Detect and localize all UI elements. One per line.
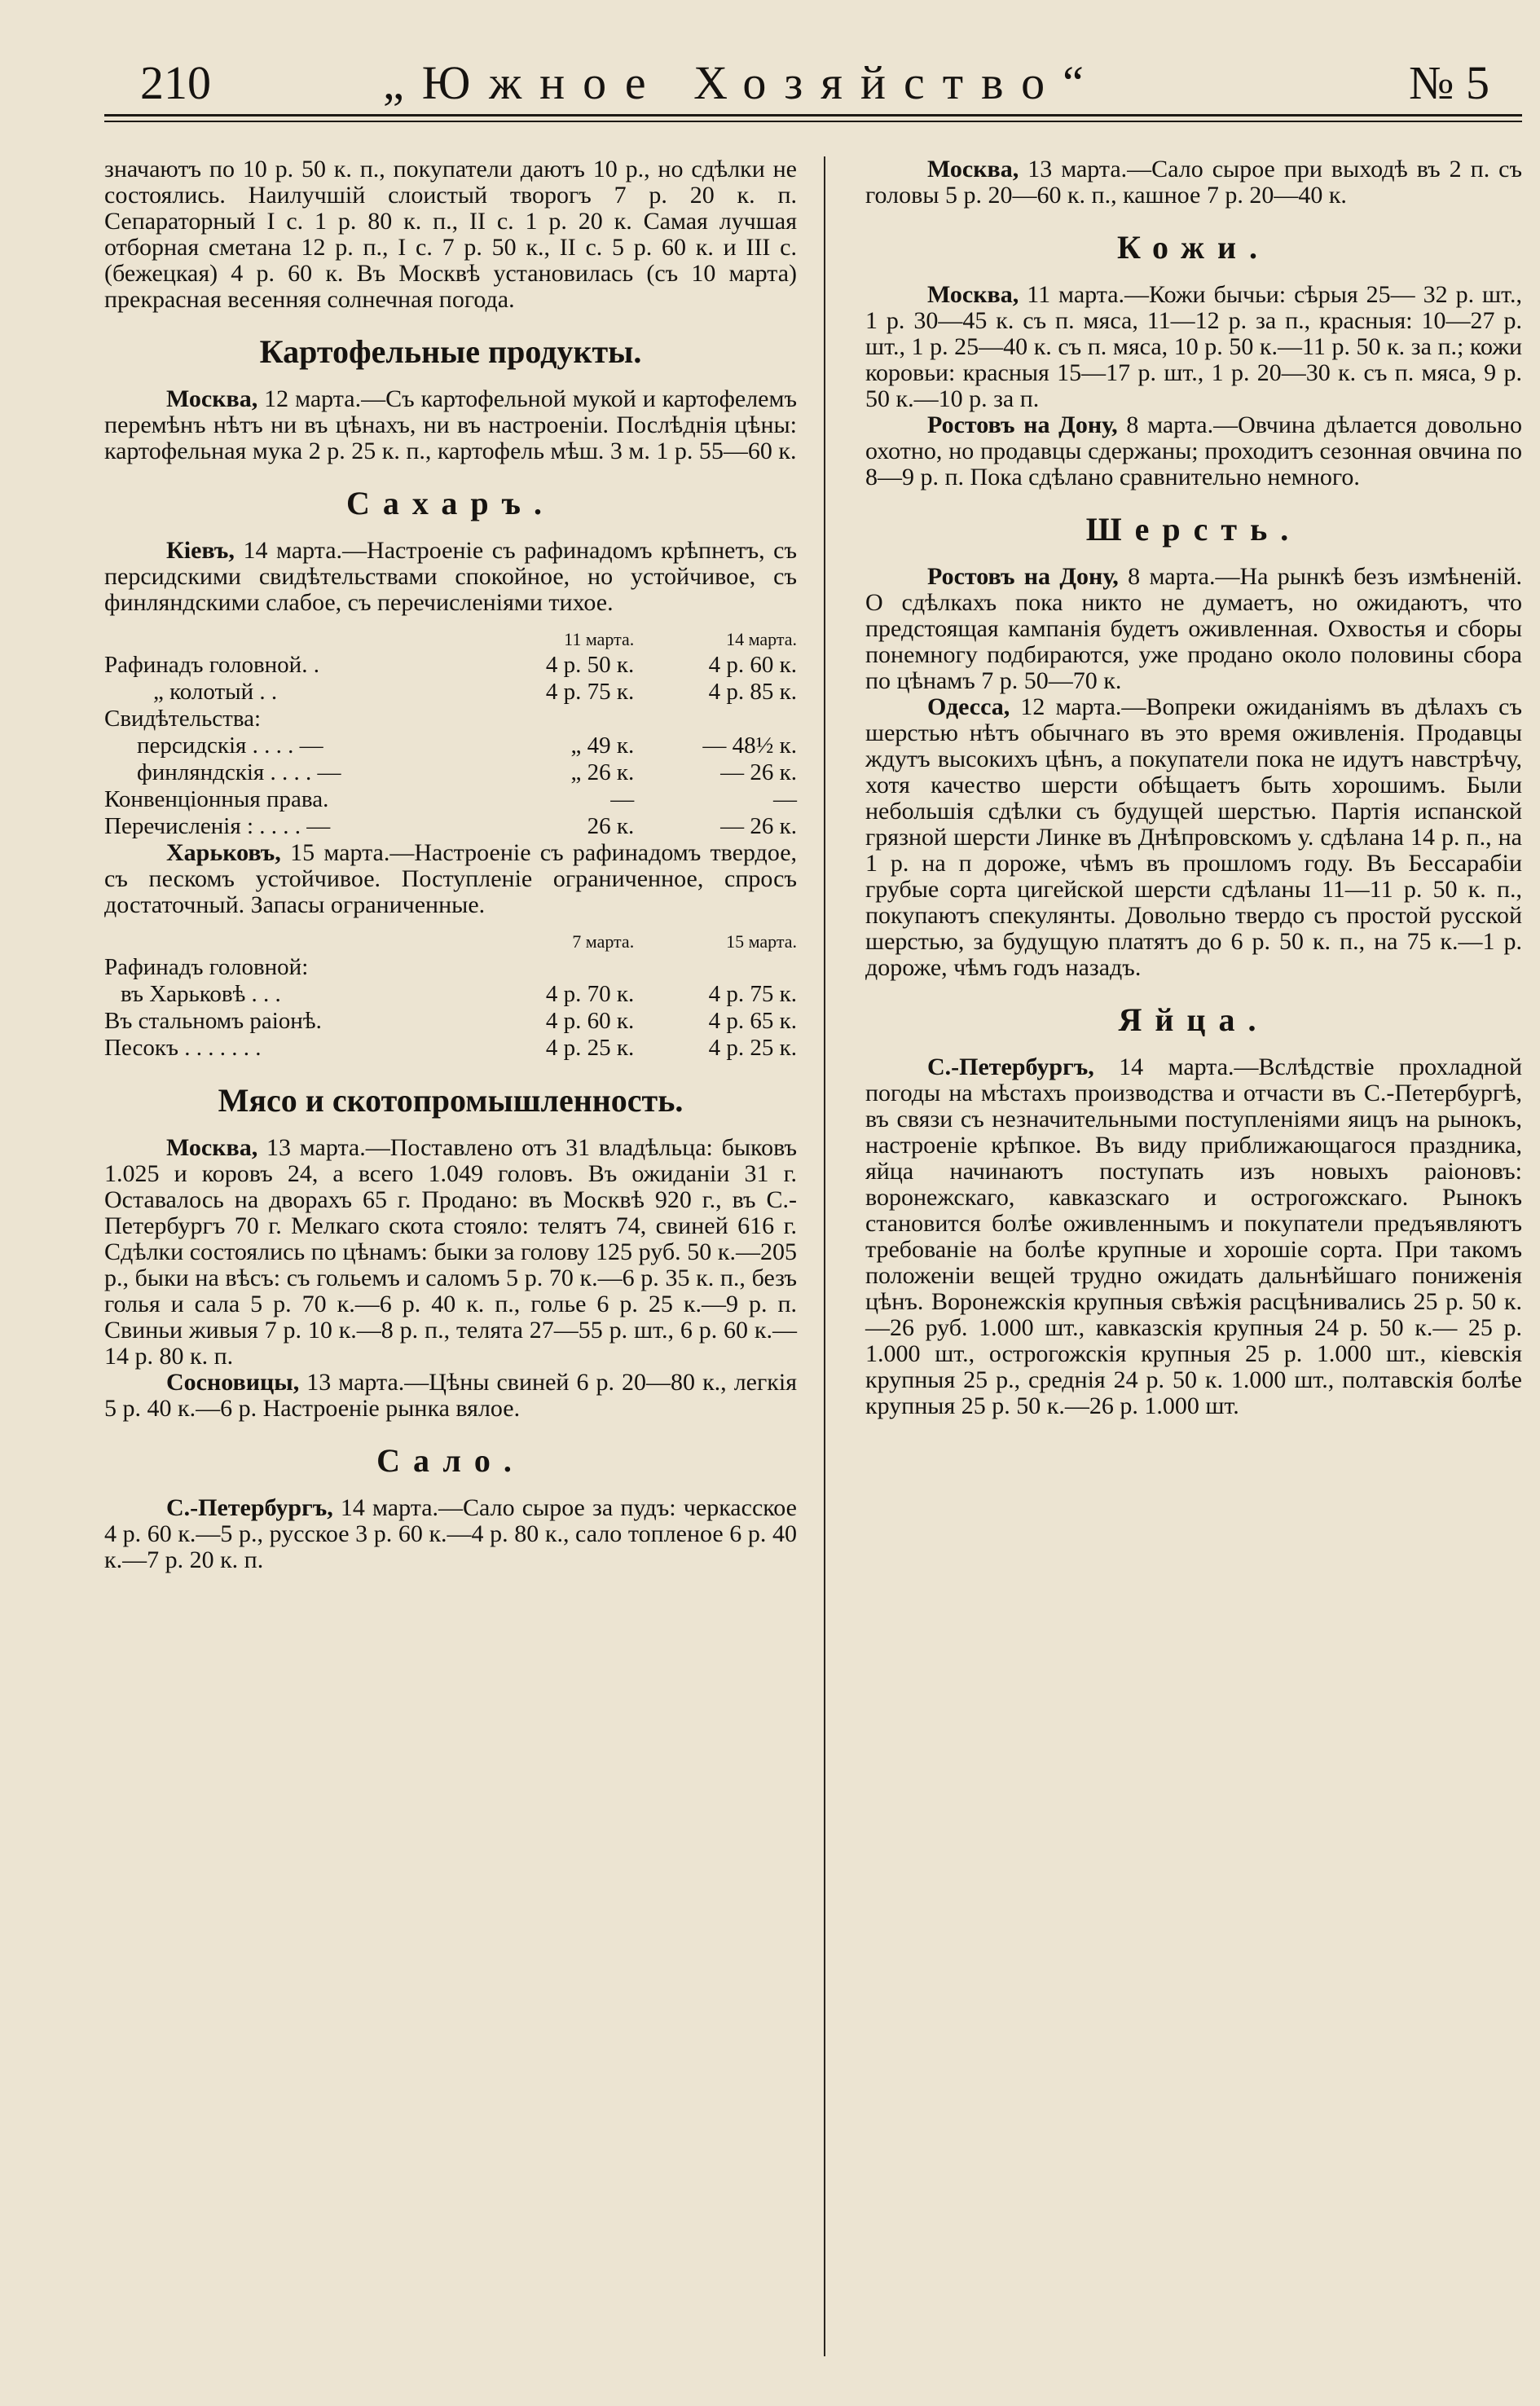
- price-cell: 4 р. 25 к.: [708, 1035, 797, 1061]
- report-text: 13 марта.—Цѣны свиней 6 р. 20—80 к., легкія 5 р. 40 к.—6 р. Настроеніе рынка вялое.: [104, 1369, 798, 1422]
- report-moscow-hides: [865, 282, 1522, 412]
- table-row: [104, 981, 797, 1008]
- row-label: Свидѣтельства:: [104, 706, 262, 732]
- issue-number: № 5: [1409, 56, 1489, 109]
- kharkov-sugar-price-table: [104, 930, 797, 1062]
- price-cell: 4 р. 70 к.: [545, 981, 635, 1007]
- table-row: [104, 813, 797, 840]
- price-cell: 4 р. 75 к.: [545, 679, 635, 705]
- row-label: Рафинадъ головной:: [104, 954, 309, 980]
- section-heading-hides: Кожи.: [1116, 229, 1271, 266]
- report-place: С.-Петербургъ,: [166, 1494, 333, 1521]
- table-row: [104, 1035, 797, 1062]
- report-text: 12 марта.—Вопреки ожиданіямъ въ дѣлахъ съ шерстью нѣтъ обычнаго въ это время оживленія. Продавцы ждутъ высокихъ цѣнъ, а покупатели пока не идутъ навстрѣчу, хотя качество шерсти обѣщаетъ быть хорошимъ. Были небольшія сдѣлки съ будущей шерстью. Партія испанской грязной шерсти Линке въ Днѣпровскомъ у. сдѣлана 14 р. п., на 1 р. на п дороже, чѣмъ въ прошломъ году. Въ Бессарабіи грубые сорта цигейской шерсти сдѣланы 11—11 р. 50 к. п., покупаютъ спекулянты. Довольно твердо съ простой русской шерстью, за будущую платятъ до 6 р. 50 к. п., на 75 к.—1 р. дороже, чѣмъ годъ назадъ.: [865, 693, 1522, 981]
- column-header: 15 марта.: [726, 931, 797, 952]
- left-column: [104, 156, 797, 1573]
- row-label: Перечисленія : . . . . —: [104, 813, 331, 839]
- page-number: 210: [140, 56, 211, 109]
- price-cell: —: [773, 786, 797, 812]
- header-rule: [104, 114, 1522, 117]
- row-label: въ Харьковѣ . . .: [121, 981, 281, 1007]
- table-row: [104, 1008, 797, 1035]
- price-cell: — 26 к.: [720, 813, 797, 839]
- table-row: [104, 652, 797, 679]
- continued-paragraph: значаютъ по 10 р. 50 к. п., покупатели даютъ 10 р., но сдѣлки не состоялись. Наилучшій слоистый творогъ 7 р. 20 к. п. Сепараторный I с. 1 р. 80 к. п., II с. 1 р. 20 к. Самая лучшая отборная сметана 12 р. п., I с. 7 р. 50 к., II с. 5 р. 60 к. и III с. (бежецкая) 4 р. 60 к. Въ Москвѣ установилась (съ 10 марта) прекрасная весенняя солнечная погода.: [104, 156, 797, 313]
- report-text: 13 марта.—Поставлено отъ 31 владѣльца: быковъ 1.025 и коровъ 24, а всего 1.049 головъ. Въ ожиданіи 31 г. Оставалось на дворахъ 65 г. Продано: въ Москвѣ 920 г., въ С.-Петербургъ 70 г. Мелкаго скота стояло: телятъ 74, свиней 616 г. Сдѣлки состоялись по цѣнамъ: быки за голову 125 руб. 50 к.—205 р., быки на вѣсъ: съ гольемъ и саломъ 5 р. 70 к.—6 р. 35 к. п., безъ голья и сала 5 р. 70 к.—6 р. 40 к. п., голье 6 р. 25 к.—9 р. п. Свиньи живыя 7 р. 10 к.—8 р. п., телята 27—55 р. шт., 6 р. 60 к.—14 р. 80 к. п.: [104, 1134, 798, 1370]
- report-kharkov-sugar: [104, 840, 797, 918]
- report-place: Москва,: [927, 156, 1019, 183]
- kiev-sugar-price-table: [104, 627, 797, 840]
- section-heading-salo: Сало.: [376, 1442, 525, 1479]
- report-rostov-hides: [865, 412, 1522, 490]
- table-header-row: [104, 627, 797, 652]
- table-row: [104, 679, 797, 706]
- price-cell: „ 49 к.: [570, 732, 635, 759]
- report-moscow-salo: [865, 156, 1522, 209]
- report-rostov-wool: [865, 564, 1522, 694]
- price-cell: —: [610, 786, 635, 812]
- price-cell: 4 р. 60 к.: [545, 1008, 635, 1034]
- report-place: Москва,: [166, 1134, 258, 1161]
- journal-title: „Южное Хозяйство“: [383, 56, 1102, 109]
- report-moscow-meat: [104, 1135, 797, 1370]
- row-label: Конвенціонныя права.: [104, 786, 329, 812]
- table-row: [104, 786, 797, 813]
- price-cell: 4 р. 50 к.: [545, 652, 635, 678]
- report-text: 14 марта.—Вслѣдствіе прохладной погоды на мѣстахъ производства и отчасти въ С.-Петербургѣ, въ связи съ незначительными поступленіями яицъ на рынокъ, настроеніе крѣпкое. Въ виду приближающагося праздника, яйца начинаютъ поступать изъ новыхъ раіоновъ: воронежскаго, кавказскаго и острогожскаго. Рынокъ становится болѣе оживленнымъ и покупатели предъявляютъ требованіе на болѣе крупные и хорошіе сорта. При такомъ положеніи вещей трудно ожидать дальнѣйшаго пониженія цѣнъ. Воронежскія крупныя свѣжія расцѣнивались 25 р. 50 к.—26 руб. 1.000 шт., кавказскія крупныя 24 р. 50 к.— 25 р. 1.000 шт., острогожскія крупныя 25 р. 1.000 шт., кіевскія крупныя 25 р., среднія 24 р. 50 к. 1.000 шт., полтавскія болѣе крупныя 25 р. 50 к.—26 р. 1.000 шт.: [865, 1053, 1522, 1419]
- table-row: [104, 732, 797, 759]
- price-cell: 4 р. 75 к.: [708, 981, 797, 1007]
- column-header: 14 марта.: [726, 629, 797, 649]
- section-heading-sugar: Сахаръ.: [346, 485, 555, 521]
- price-cell: 4 р. 60 к.: [708, 652, 797, 678]
- price-cell: 4 р. 65 к.: [708, 1008, 797, 1034]
- right-column: [865, 156, 1522, 1419]
- report-text: 8 марта.—На рынкѣ безъ измѣненій. О сдѣлкахъ пока никто не думаетъ, но ожидаютъ, что предстоящая кампанія будетъ оживленная. Охвостья и сборы понемногу подбираются, уже продано около половины сбора по цѣнамъ 7 р. 50—70 к.: [865, 563, 1523, 694]
- report-sosnovitsy: [104, 1370, 797, 1422]
- report-text: 13 марта.—Сало сырое при выходѣ въ 2 п. съ головы 5 р. 20—60 к. п., кашное 7 р. 20—40 к.: [865, 156, 1523, 209]
- report-moscow-potato: [104, 386, 797, 464]
- report-spb-salo: [104, 1495, 797, 1573]
- report-place: Харьковъ,: [166, 839, 281, 866]
- price-cell: 4 р. 85 к.: [708, 679, 797, 705]
- price-cell: — 48½ к.: [702, 732, 797, 759]
- report-text: 15 марта.—Настроеніе съ рафинадомъ твердое, съ пескомъ устойчивое. Поступленіе ограниченное, спросъ достаточный. Запасы ограниченные.: [104, 839, 798, 918]
- row-label: финляндскія . . . . —: [137, 759, 341, 785]
- table-header-row: [104, 930, 797, 954]
- report-place: Кіевъ,: [166, 537, 235, 564]
- column-header: 7 марта.: [572, 931, 635, 952]
- report-text: 11 марта.—Кожи бычьи: сѣрыя 25— 32 р. шт., 1 р. 30—45 к. съ п. мяса, 11—12 р. за п., красныя: 10—27 р. шт., 1 р. 25—40 к. съ п. мяса, 10 р. 50 к.—11 р. 50 к. за п.; кожи коровьи: красныя 15—17 р. шт., 1 р. 20—30 к. съ п. мяса, 9 р. 50 к.—10 р. за п.: [865, 281, 1522, 412]
- price-cell: 26 к.: [587, 813, 635, 839]
- report-odessa-wool: [865, 694, 1522, 981]
- report-spb-eggs: [865, 1054, 1522, 1419]
- row-label: персидскія . . . . —: [137, 732, 323, 759]
- report-place: Сосновицы,: [166, 1369, 300, 1396]
- section-heading-wool: Шерсть.: [1085, 511, 1302, 548]
- header-rule-thin: [104, 121, 1522, 122]
- price-cell: 4 р. 25 к.: [545, 1035, 635, 1061]
- report-place: Москва,: [166, 385, 258, 412]
- section-heading-meat: Мясо и скотопромышленность.: [218, 1082, 684, 1119]
- page-header: [0, 51, 1540, 116]
- table-row: [104, 706, 797, 732]
- row-label: „ колотый . .: [153, 679, 278, 705]
- report-text: 8 марта.—Овчина дѣлается довольно охотно, но продавцы сдержаны; проходитъ сезонная овчина по 8—9 р. п. Пока сдѣлано сравнительно немного.: [865, 411, 1523, 490]
- row-label: Рафинадъ головной. .: [104, 652, 319, 678]
- price-cell: „ 26 к.: [570, 759, 635, 785]
- report-place: Москва,: [927, 281, 1019, 308]
- report-place: С.-Петербургъ,: [927, 1053, 1094, 1080]
- section-heading-eggs: Яйца.: [1118, 1001, 1269, 1038]
- report-kiev-sugar: [104, 538, 797, 616]
- report-place: Одесса,: [927, 693, 1010, 720]
- table-row: [104, 759, 797, 786]
- row-label: Въ стальномъ раіонѣ.: [104, 1008, 322, 1034]
- report-place: Ростовъ на Дону,: [927, 563, 1119, 590]
- row-label: Песокъ . . . . . . .: [104, 1035, 262, 1061]
- report-text: 12 марта.—Съ картофельной мукой и картофелемъ перемѣнъ нѣтъ ни въ цѣнахъ, ни въ настроеніи. Послѣднія цѣны: картофельная мука 2 р. 25 к. п., картофель мѣш. 3 м. 1 р. 55—60 к.: [104, 385, 797, 464]
- column-header: 11 марта.: [564, 629, 635, 649]
- column-divider: [824, 156, 825, 2356]
- report-text: 14 марта.—Сало сырое за пудъ: черкасское 4 р. 60 к.—5 р., русское 3 р. 60 к.—4 р. 80 к., сало топленое 6 р. 40 к.—7 р. 20 к. п.: [104, 1494, 797, 1573]
- section-heading-potato: Картофельные продукты.: [259, 333, 642, 370]
- table-row: [104, 954, 797, 981]
- price-cell: — 26 к.: [720, 759, 797, 785]
- report-place: Ростовъ на Дону,: [927, 411, 1118, 438]
- report-text: 14 марта.—Настроеніе съ рафинадомъ крѣпнетъ, съ персидскими свидѣтельствами спокойное, но устойчивое, съ финляндскими слабое, съ перечисленіями тихое.: [104, 537, 797, 616]
